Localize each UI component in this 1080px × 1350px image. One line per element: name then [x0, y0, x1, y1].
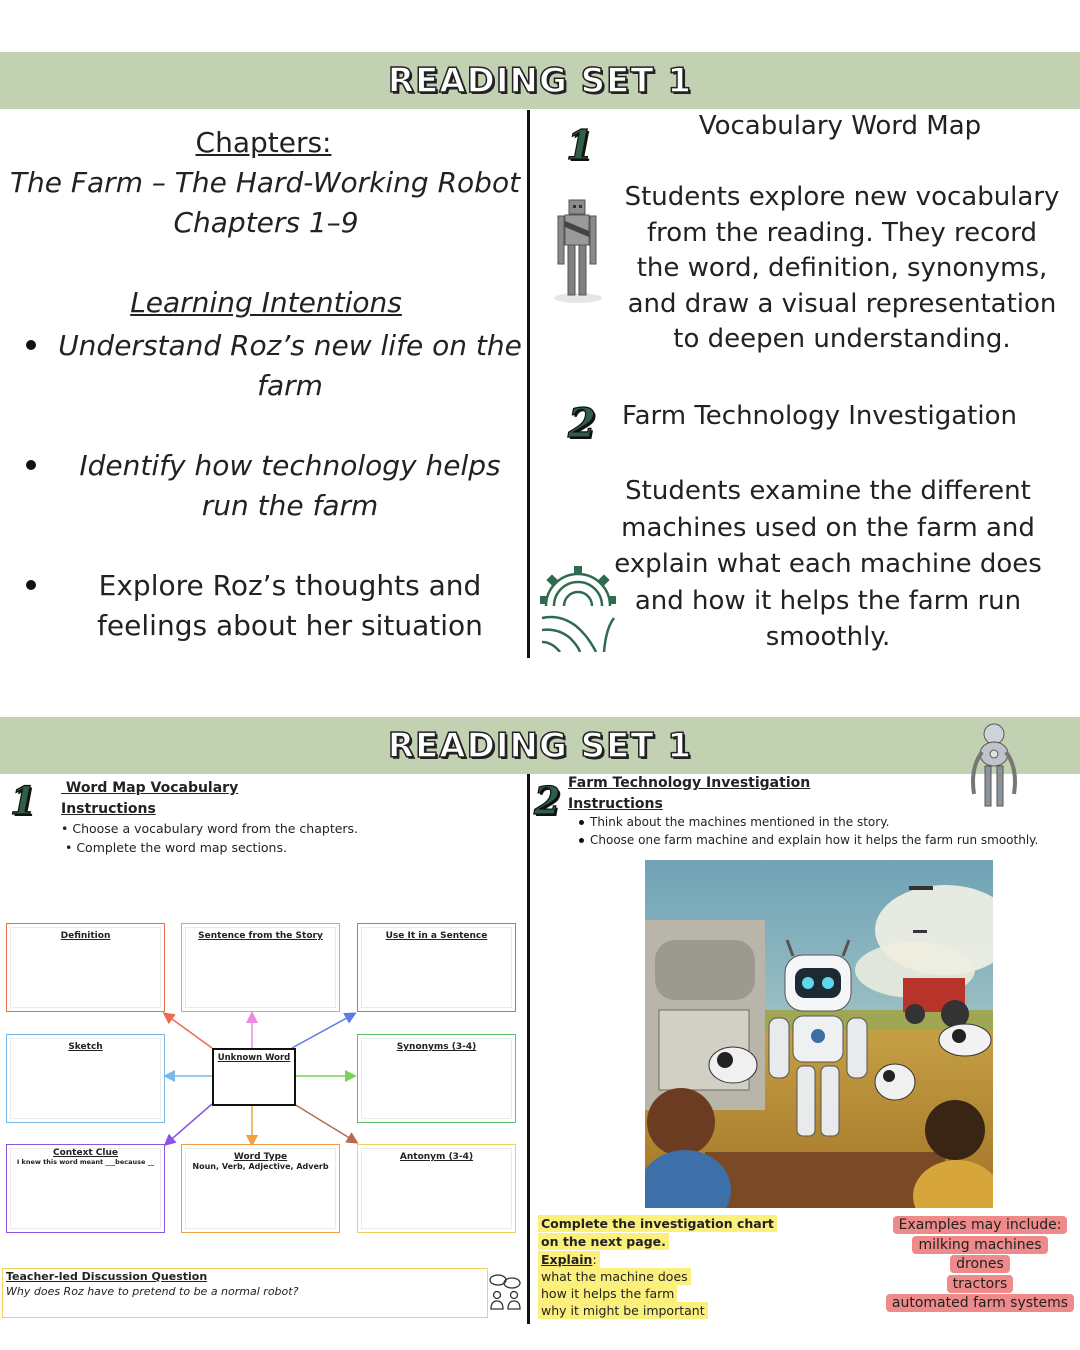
- bullet-dot: [579, 820, 584, 825]
- section-number-2: 2: [534, 778, 561, 823]
- examples-list: [880, 1216, 1080, 1314]
- chart-instruction-line: Complete the investigation chart: [538, 1215, 777, 1232]
- chapters-label: Chapters:: [195, 126, 332, 159]
- investigation-step: Choose one farm machine and explain how it helps the farm run smoothly.: [590, 833, 1039, 847]
- example-item: tractors: [947, 1275, 1014, 1293]
- use-sentence-box: [357, 923, 516, 1012]
- use-sentence-label: Use It in a Sentence: [385, 931, 488, 941]
- wordmap-step: • Complete the word map sections.: [61, 840, 287, 855]
- context-clue-label: Context Clue: [52, 1148, 119, 1158]
- chapters-title: The Farm – The Hard-Working Robot: [9, 166, 521, 199]
- robot-icon: [552, 196, 604, 304]
- activity2-description: Students examine the different machines used on the farm and explain what each machine does and how it helps the farm run smoothly.: [614, 476, 1042, 652]
- explain-item: why it might be important: [538, 1302, 708, 1319]
- explain-item: how it helps the farm: [538, 1285, 677, 1302]
- gear-field-icon: [540, 566, 616, 652]
- section-number-1: 1: [10, 778, 37, 823]
- wordmap-title: Word Map Vocabulary: [61, 780, 239, 796]
- examples-heading: Examples may include:: [893, 1216, 1068, 1234]
- word-type-label: Word Type: [233, 1152, 288, 1162]
- bottom-banner: [0, 717, 1080, 774]
- example-item: milking machines: [912, 1236, 1047, 1254]
- antonym-box: [357, 1144, 516, 1233]
- wordmap-subtitle: Instructions: [61, 801, 156, 817]
- discussion-title: Teacher-led Discussion Question: [6, 1270, 208, 1283]
- chart-instruction-line: on the next page.: [538, 1233, 669, 1250]
- context-clue-box: [6, 1144, 165, 1233]
- bullet-dot: [26, 340, 36, 350]
- top-banner-title: READING SET 1: [387, 60, 693, 101]
- unknown-word-label: Unknown Word: [217, 1053, 291, 1063]
- intention-item: Identify how technology helps run the farm: [79, 449, 501, 522]
- activity-number-1: 1: [566, 122, 594, 169]
- discussion-box: [2, 1268, 488, 1318]
- activity1-description: Students explore new vocabulary from the reading. They record the word, definition, synonyms, and draw a visual representation to deepen understanding.: [624, 182, 1060, 354]
- example-item: drones: [950, 1255, 1010, 1273]
- example-item: automated farm systems: [886, 1294, 1074, 1312]
- wordmap-step: • Choose a vocabulary word from the chapters.: [61, 821, 359, 836]
- activity-number-2: 2: [568, 400, 596, 447]
- bullet-dot: [26, 580, 36, 590]
- activity1-title: Vocabulary Word Map: [698, 111, 982, 141]
- robot-farm-illustration: [645, 860, 993, 1208]
- bottom-banner-title: READING SET 1: [387, 725, 693, 766]
- context-clue-prompt: I knew this word meant ___because __: [16, 1158, 155, 1166]
- chapters-range: Chapters 1–9: [173, 206, 359, 239]
- robot-icon: [966, 722, 1022, 810]
- sentence-story-box: [181, 923, 340, 1012]
- explain-label: Explain: [541, 1252, 593, 1267]
- discussion-question: Why does Roz have to pretend to be a normal robot?: [6, 1285, 299, 1298]
- investigation-subtitle: Instructions: [568, 796, 663, 812]
- definition-label: Definition: [60, 931, 111, 941]
- bullet-dot: [579, 838, 584, 843]
- bottom-divider: [527, 774, 530, 1324]
- explain-list: Explain: what the machine does how it helps the farm why it might be important: [538, 1251, 708, 1319]
- sentence-story-label: Sentence from the Story: [198, 931, 323, 941]
- sketch-box: [6, 1034, 165, 1123]
- intention-item: Understand Roz’s new life on the farm: [58, 329, 522, 402]
- explain-item: what the machine does: [538, 1268, 691, 1285]
- synonyms-label: Synonyms (3-4): [396, 1042, 477, 1052]
- learning-intentions-label: Learning Intentions: [130, 286, 402, 319]
- sketch-label: Sketch: [68, 1042, 103, 1052]
- unknown-word-box: [212, 1048, 296, 1106]
- intention-item: Explore Roz’s thoughts and feelings about her situation: [97, 569, 483, 642]
- top-banner: [0, 52, 1080, 109]
- investigation-title: Farm Technology Investigation: [568, 775, 811, 791]
- bullet-dot: [26, 460, 36, 470]
- synonyms-box: [357, 1034, 516, 1123]
- word-type-options: Noun, Verb, Adjective, Adverb: [192, 1162, 329, 1171]
- antonym-label: Antonym (3-4): [399, 1152, 474, 1162]
- activity2-title: Farm Technology Investigation: [622, 401, 1017, 431]
- word-type-box: [181, 1144, 340, 1233]
- definition-box: [6, 923, 165, 1012]
- discussion-people-icon: [488, 1273, 524, 1311]
- chart-instructions: [538, 1215, 777, 1251]
- investigation-step: Think about the machines mentioned in the story.: [590, 815, 890, 829]
